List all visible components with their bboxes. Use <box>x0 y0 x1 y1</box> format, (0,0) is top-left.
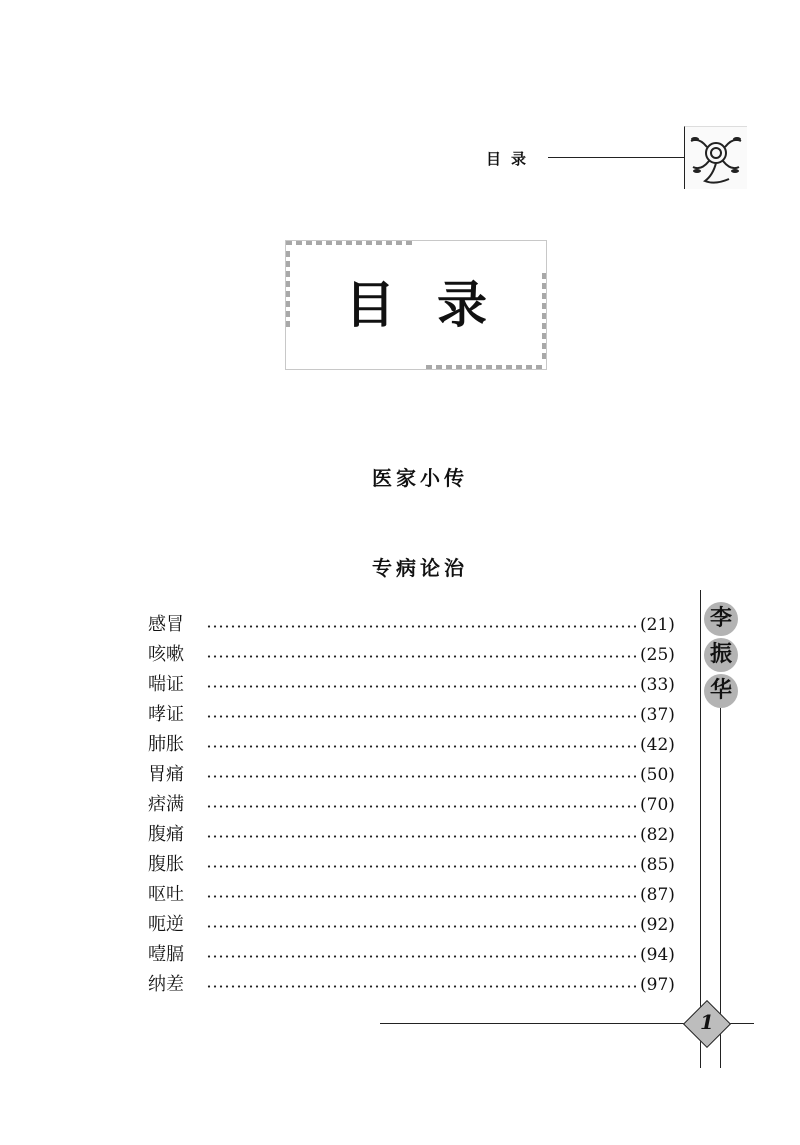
section-heading-disease-treatment: 专病论治 <box>372 556 468 580</box>
toc-entry-title: 呃逆 <box>148 914 184 935</box>
toc-entry[interactable] <box>148 940 688 970</box>
running-head: 目录 <box>486 150 537 168</box>
header-rule <box>548 157 684 158</box>
toc-entry-page: (94) <box>640 945 675 965</box>
toc-entry-page: (42) <box>640 735 675 755</box>
toc-entry-page: (33) <box>640 675 675 695</box>
toc-entry[interactable] <box>148 850 688 880</box>
toc-entry[interactable] <box>148 970 688 1000</box>
toc-entry-title: 喘证 <box>148 674 184 695</box>
toc-entry-title: 呕吐 <box>148 884 184 905</box>
toc-entry[interactable] <box>148 910 688 940</box>
author-name-char: 华 <box>704 674 738 708</box>
toc-entry[interactable] <box>148 820 688 850</box>
title-box <box>285 240 547 370</box>
toc-list <box>148 610 688 1000</box>
toc-entry-title: 腹痛 <box>148 824 184 845</box>
section-heading-biography: 医家小传 <box>372 466 468 490</box>
toc-entry[interactable] <box>148 700 688 730</box>
toc-entry[interactable] <box>148 880 688 910</box>
page-title: 目录 <box>345 276 529 334</box>
toc-leader-dots <box>206 805 636 808</box>
toc-entry-title: 感冒 <box>148 614 184 635</box>
toc-entry[interactable] <box>148 640 688 670</box>
toc-entry-page: (92) <box>640 915 675 935</box>
flower-ornament-icon <box>684 126 747 189</box>
toc-leader-dots <box>206 775 636 778</box>
toc-entry[interactable] <box>148 670 688 700</box>
toc-leader-dots <box>206 625 636 628</box>
toc-entry-page: (82) <box>640 825 675 845</box>
author-name-char: 振 <box>704 638 738 672</box>
toc-entry-page: (50) <box>640 765 675 785</box>
title-box-dash-top <box>286 241 416 245</box>
toc-leader-dots <box>206 685 636 688</box>
toc-entry-page: (70) <box>640 795 675 815</box>
toc-entry-page: (37) <box>640 705 675 725</box>
toc-entry-title: 腹胀 <box>148 854 184 875</box>
toc-leader-dots <box>206 955 636 958</box>
toc-leader-dots <box>206 655 636 658</box>
toc-leader-dots <box>206 715 636 718</box>
toc-leader-dots <box>206 835 636 838</box>
author-name-char: 李 <box>704 602 738 636</box>
title-box-dash-bottom <box>426 365 546 369</box>
toc-entry[interactable] <box>148 790 688 820</box>
toc-entry-title: 噎膈 <box>148 944 184 965</box>
toc-entry-page: (85) <box>640 855 675 875</box>
side-rule-left <box>700 590 701 1068</box>
toc-entry-page: (21) <box>640 615 675 635</box>
toc-entry-page: (25) <box>640 645 675 665</box>
toc-entry[interactable] <box>148 760 688 790</box>
toc-leader-dots <box>206 745 636 748</box>
toc-entry-page: (87) <box>640 885 675 905</box>
toc-leader-dots <box>206 895 636 898</box>
toc-entry-title: 纳差 <box>148 974 184 995</box>
toc-entry[interactable] <box>148 730 688 760</box>
toc-entry-page: (97) <box>640 975 675 995</box>
toc-entry-title: 痞满 <box>148 794 184 815</box>
toc-leader-dots <box>206 985 636 988</box>
toc-entry-title: 哮证 <box>148 704 184 725</box>
toc-leader-dots <box>206 925 636 928</box>
toc-entry-title: 咳嗽 <box>148 644 184 665</box>
toc-entry[interactable] <box>148 610 688 640</box>
toc-leader-dots <box>206 865 636 868</box>
toc-entry-title: 肺胀 <box>148 734 184 755</box>
page-number: 1 <box>700 1010 714 1034</box>
toc-entry-title: 胃痛 <box>148 764 184 785</box>
